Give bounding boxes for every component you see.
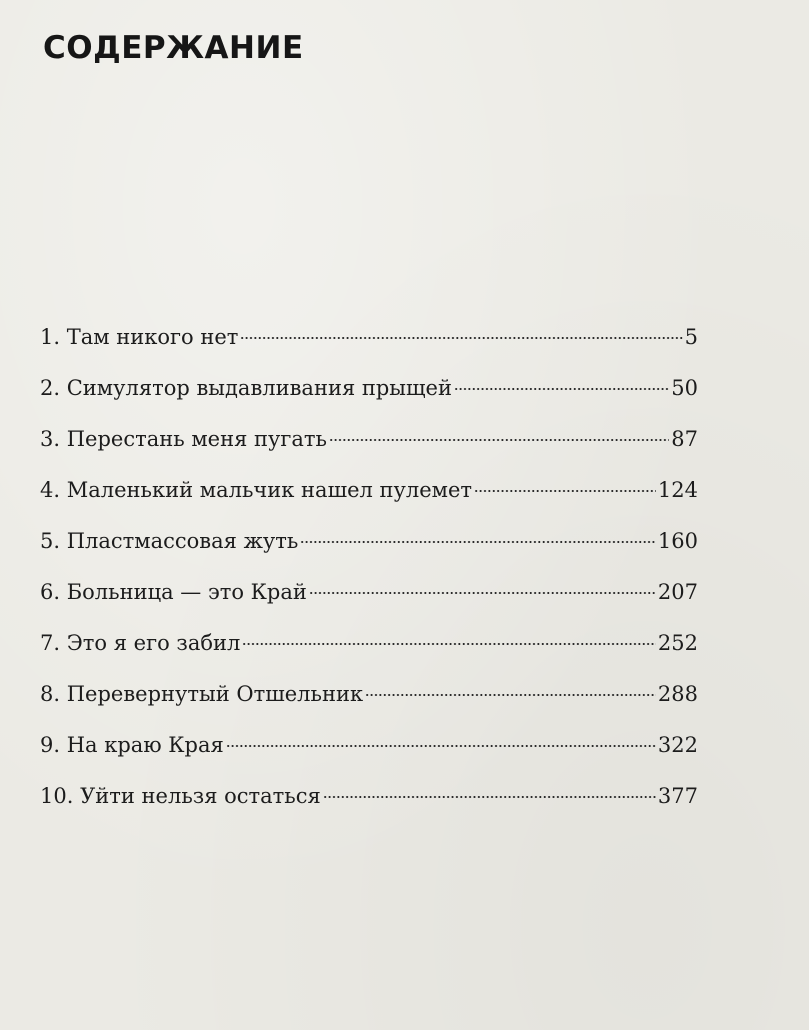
toc-entry-number: 10. bbox=[40, 784, 74, 808]
toc-entry-page: 50 bbox=[671, 376, 698, 400]
toc-entry-title: Там никого нет bbox=[66, 325, 239, 349]
toc-entry-title: Это я его забил bbox=[66, 631, 241, 655]
table-of-contents bbox=[40, 312, 698, 822]
dot-leader bbox=[454, 388, 669, 390]
toc-entry-page: 322 bbox=[657, 733, 698, 757]
toc-entry bbox=[40, 516, 698, 567]
toc-entry-page: 207 bbox=[657, 580, 698, 604]
toc-entry-page: 288 bbox=[657, 682, 698, 706]
toc-entry bbox=[40, 669, 698, 720]
dot-leader bbox=[309, 592, 656, 594]
toc-entry-title: Перевернутый Отшельник bbox=[66, 682, 364, 706]
dot-leader bbox=[365, 694, 656, 696]
toc-entry-title: Перестань меня пугать bbox=[66, 427, 327, 451]
dot-leader bbox=[300, 541, 656, 543]
toc-entry bbox=[40, 567, 698, 618]
dot-leader bbox=[226, 745, 656, 747]
dot-leader bbox=[323, 796, 656, 798]
toc-entry-title: На краю Края bbox=[66, 733, 224, 757]
toc-entry bbox=[40, 771, 698, 822]
dot-leader bbox=[474, 490, 656, 492]
toc-entry bbox=[40, 414, 698, 465]
toc-entry-page: 5 bbox=[684, 325, 698, 349]
toc-entry-number: 2. bbox=[40, 376, 61, 400]
toc-entry-number: 6. bbox=[40, 580, 61, 604]
toc-entry-number: 5. bbox=[40, 529, 61, 553]
toc-entry-number: 8. bbox=[40, 682, 61, 706]
dot-leader bbox=[240, 337, 682, 339]
toc-entry-number: 1. bbox=[40, 325, 61, 349]
toc-entry-number: 4. bbox=[40, 478, 61, 502]
toc-entry bbox=[40, 312, 698, 363]
toc-entry-number: 9. bbox=[40, 733, 61, 757]
toc-entry-number: 7. bbox=[40, 631, 61, 655]
toc-entry-number: 3. bbox=[40, 427, 61, 451]
toc-entry-page: 252 bbox=[657, 631, 698, 655]
toc-entry-title: Пластмассовая жуть bbox=[66, 529, 299, 553]
toc-entry bbox=[40, 720, 698, 771]
toc-entry-title: Симулятор выдавливания прыщей bbox=[66, 376, 452, 400]
page-title: СОДЕРЖАНИЕ bbox=[43, 30, 304, 66]
toc-entry-page: 87 bbox=[671, 427, 698, 451]
toc-entry-page: 124 bbox=[657, 478, 698, 502]
toc-entry bbox=[40, 618, 698, 669]
toc-entry-page: 377 bbox=[657, 784, 698, 808]
toc-entry-title: Уйти нельзя остаться bbox=[80, 784, 321, 808]
toc-entry-title: Маленький мальчик нашел пулемет bbox=[66, 478, 473, 502]
dot-leader bbox=[242, 643, 656, 645]
toc-entry-page: 160 bbox=[657, 529, 698, 553]
toc-entry-title: Больница — это Край bbox=[66, 580, 307, 604]
toc-entry bbox=[40, 363, 698, 414]
dot-leader bbox=[329, 439, 669, 441]
toc-entry bbox=[40, 465, 698, 516]
